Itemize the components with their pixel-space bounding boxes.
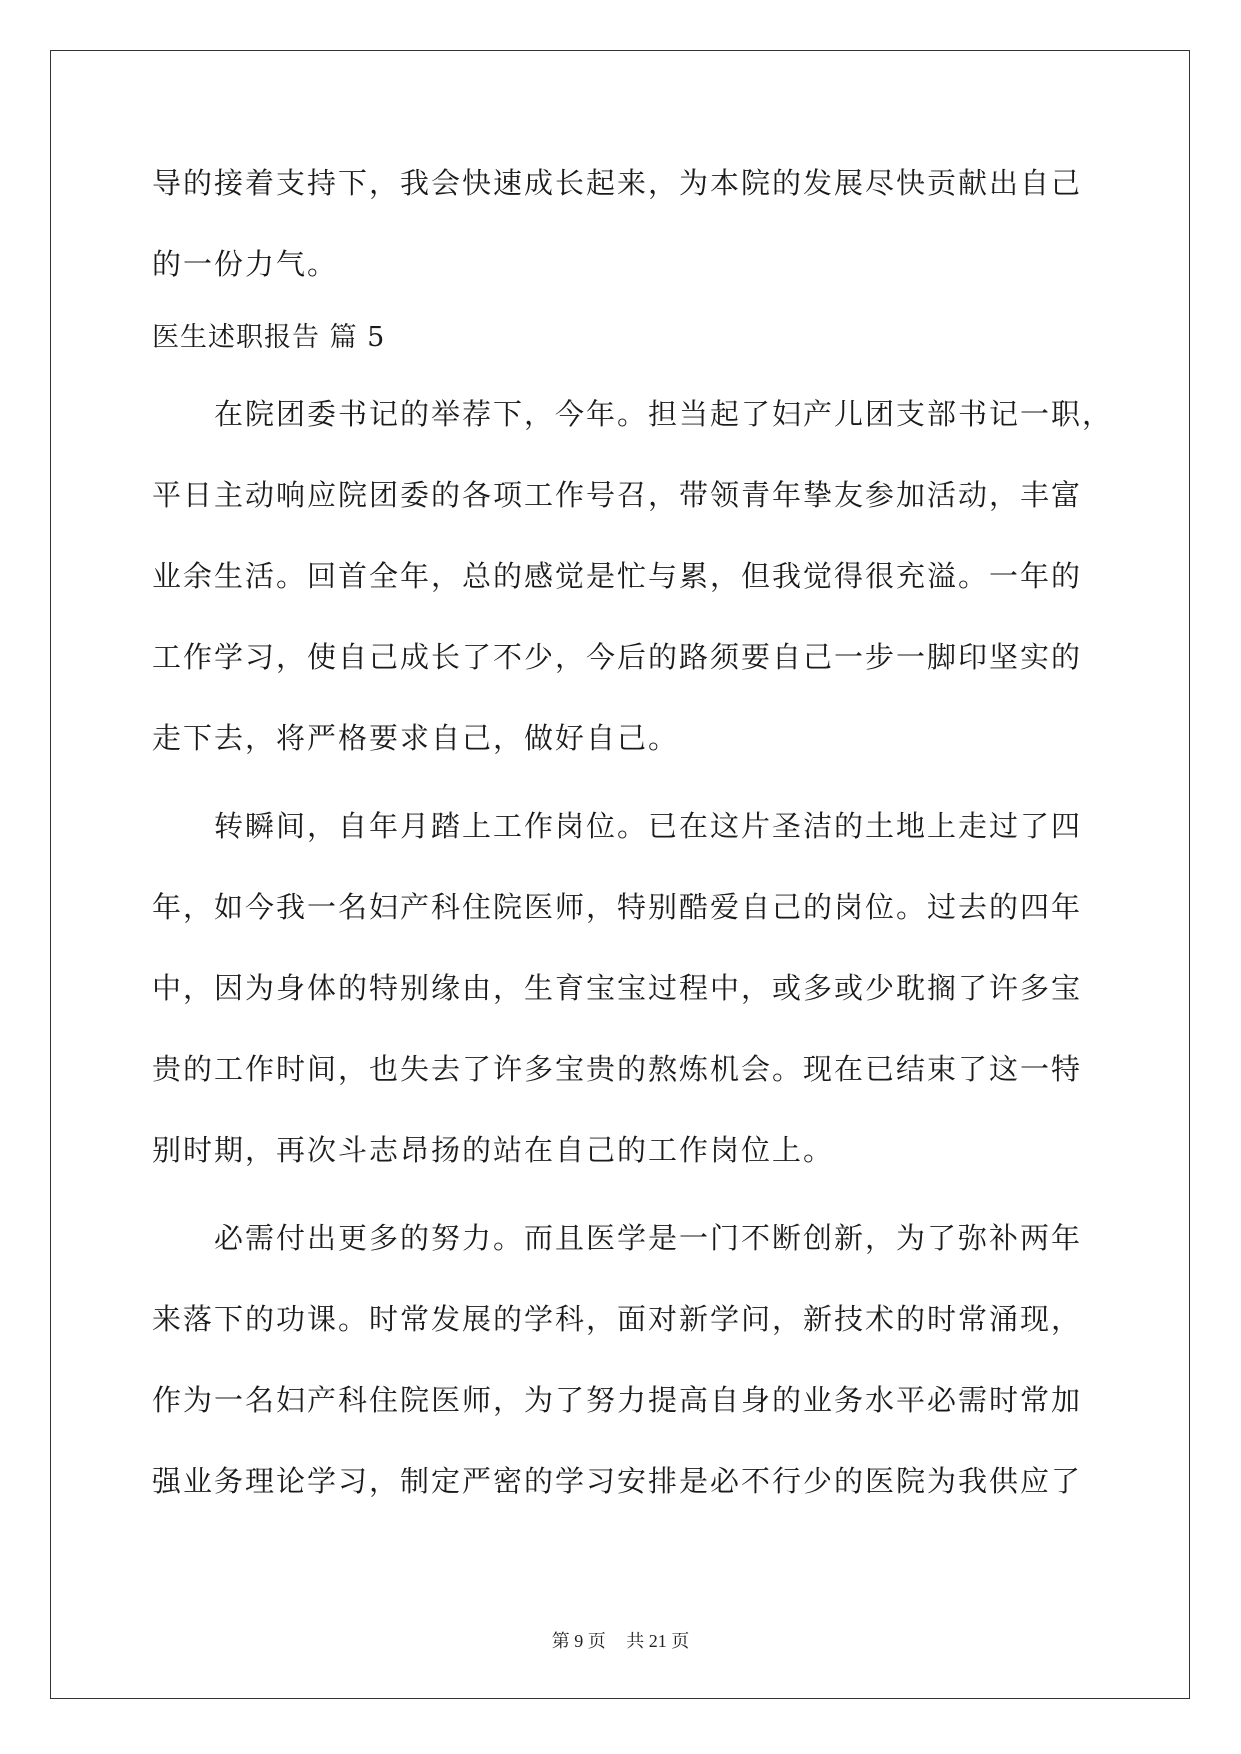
page-total: 共 21 页 (626, 1631, 690, 1651)
text-line: 中，因为身体的特别缘由，生育宝宝过程中，或多或少耽搁了许多宝 (152, 971, 1083, 1005)
paragraph-continued (152, 162, 1092, 317)
paragraph (152, 1217, 1092, 1541)
document-body (152, 162, 1114, 1541)
section-heading: 医生述职报告 篇 5 (152, 322, 386, 353)
text-line: 转瞬间，自年月踏上工作岗位。已在这片圣洁的土地上走过了四 (214, 809, 1083, 843)
page-number: 第 9 页 (551, 1631, 606, 1651)
text-line: 工作学习，使自己成长了不少，今后的路须要自己一步一脚印坚实的 (152, 640, 1083, 674)
text-line: 别时期，再次斗志昂扬的站在自己的工作岗位上。 (152, 1133, 835, 1167)
page-footer (0, 1627, 1241, 1653)
text-line: 的一份力气。 (152, 247, 339, 281)
text-line: 年，如今我一名妇产科住院医师，特别酷爱自己的岗位。过去的四年 (152, 890, 1083, 924)
text-line: 贵的工作时间，也失去了许多宝贵的熬炼机会。现在已结束了这一特 (152, 1052, 1083, 1086)
text-line: 导的接着支持下，我会快速成长起来，为本院的发展尽快贡献出自己 (152, 166, 1083, 200)
text-line: 来落下的功课。时常发展的学科，面对新学问，新技术的时常涌现， (152, 1302, 1083, 1336)
text-line: 作为一名妇产科住院医师，为了努力提高自身的业务水平必需时常加 (152, 1383, 1083, 1417)
text-line: 业余生活。回首全年，总的感觉是忙与累，但我觉得很充溢。一年的 (152, 559, 1083, 593)
text-line: 平日主动响应院团委的各项工作号召，带领青年挚友参加活动，丰富 (152, 478, 1083, 512)
text-line: 必需付出更多的努力。而且医学是一门不断创新，为了弥补两年 (214, 1221, 1083, 1255)
text-line: 在院团委书记的举荐下，今年。担当起了妇产儿团支部书记一职， (214, 397, 1114, 431)
text-line: 走下去，将严格要求自己，做好自己。 (152, 721, 680, 755)
text-line: 强业务理论学习，制定严密的学习安排是必不行少的医院为我供应了 (152, 1464, 1083, 1498)
paragraph (152, 393, 1114, 798)
paragraph (152, 805, 1092, 1210)
